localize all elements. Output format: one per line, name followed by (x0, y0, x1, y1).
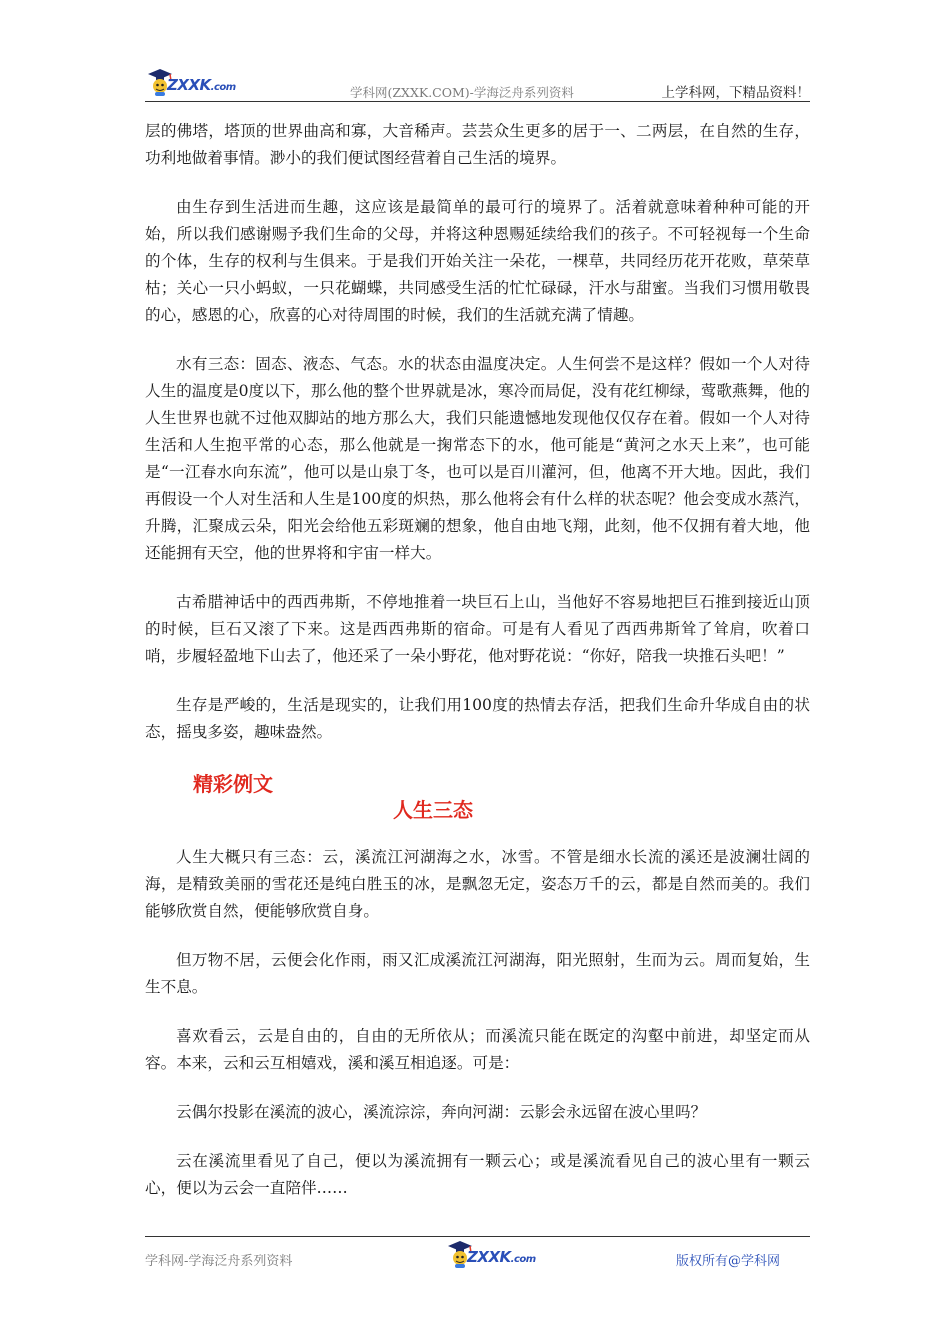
paragraph: 水有三态：固态、液态、气态。水的状态由温度决定。人生何尝不是这样？假如一个人对待人生的温度是0度以下，那么他的整个世界就是冰，寒冷而局促，没有花红柳绿，莺歌燕舞，他的人生世界也就不过他双脚站的地方那么大，我们只能遗憾地发现他仅仅存在着。假如一个人对待生活和人生抱平常的心态，那么他就是一掬常态下的水，他可能是“黄河之水天上来”，也可能是“一江春水向东流”，他可以是山泉丁冬，也可以是百川灌河，但，他离不开大地。因此，我们再假设一个人对生活和人生是100度的炽热，那么他将会有什么样的状态呢？他会变成水蒸汽，升腾，汇聚成云朵，阳光会给他五彩斑斓的想象，他自由地飞翔，此刻，他不仅拥有着大地，他还能拥有天空，他的世界将和宇宙一样大。 (145, 355, 810, 562)
footer-site-name: 学科网-学海泛舟系列资料 (145, 1254, 293, 1269)
footer-copyright: 版权所有@学科网 (675, 1254, 780, 1269)
logo-wordmark: ZXXK.com (467, 1248, 536, 1266)
zxxk-logo[interactable] (145, 66, 245, 98)
page-header (145, 66, 810, 100)
paragraph: 生存是严峻的，生活是现实的，让我们用100度的热情去存活，把我们生命升华成自由的状态，摇曳多姿，趣味盎然。 (145, 696, 810, 741)
paragraph: 云在溪流里看见了自己，便以为溪流拥有一颗云心；或是溪流看见自己的波心里有一颗云心，便以为云会一直陪伴…… (145, 1152, 810, 1197)
document-body (145, 118, 810, 1224)
header-site-name: 学科网(ZXXK.COM)-学海泛舟系列资料 (350, 85, 574, 100)
section-heading: 精彩例文 (193, 772, 273, 796)
header-divider (145, 101, 810, 102)
footer-divider (145, 1236, 810, 1237)
article-title: 人生三态 (393, 798, 473, 822)
paragraph: 层的佛塔，塔顶的世界曲高和寡，大音稀声。芸芸众生更多的居于一、二两层，在自然的生存，功利地做着事情。渺小的我们便试图经营着自己生活的境界。 (145, 122, 810, 167)
page-footer (145, 1238, 810, 1274)
paragraph: 但万物不居，云便会化作雨，雨又汇成溪流江河湖海，阳光照射，生而为云。周而复始，生生不息。 (145, 951, 810, 996)
paragraph: 喜欢看云，云是自由的，自由的无所依从；而溪流只能在既定的沟壑中前进，却坚定而从容。本来，云和云互相嬉戏，溪和溪互相追逐。可是： (145, 1027, 810, 1072)
paragraph: 由生存到生活进而生趣，这应该是最简单的最可行的境界了。活着就意味着种种可能的开始，所以我们感谢赐予我们生命的父母，并将这种恩赐延续给我们的孩子。不可轻视每一个生命的个体，生存的权利与生俱来。于是我们开始关注一朵花，一棵草，共同经历花开花败，草荣草枯；关心一只小蚂蚁，一只花蝴蝶，共同感受生活的忙忙碌碌，汗水与甜蜜。当我们习惯用敬畏的心，感恩的心，欣喜的心对待周围的时候，我们的生活就充满了情趣。 (145, 198, 810, 324)
paragraph: 云偶尔投影在溪流的波心，溪流淙淙，奔向河湖：云影会永远留在波心里吗？ (176, 1103, 707, 1121)
paragraph: 人生大概只有三态：云，溪流江河湖海之水，冰雪。不管是细水长流的溪还是波澜壮阔的海，是精致美丽的雪花还是纯白胜玉的冰，是飘忽无定，姿态万千的云，都是自然而美的。我们能够欣赏自然，便能够欣赏自身。 (145, 848, 810, 920)
footer-zxxk-logo[interactable] (445, 1238, 545, 1270)
header-slogan: 上学科网，下精品资料！ (661, 85, 810, 101)
logo-wordmark: ZXXK.com (167, 76, 236, 94)
paragraph: 古希腊神话中的西西弗斯，不停地推着一块巨石上山，当他好不容易地把巨石推到接近山顶的时候，巨石又滚了下来。这是西西弗斯的宿命。可是有人看见了西西弗斯耸了耸肩，吹着口哨，步履轻盈地下山去了，他还采了一朵小野花，他对野花说：“你好，陪我一块推石头吧！” (145, 593, 810, 665)
